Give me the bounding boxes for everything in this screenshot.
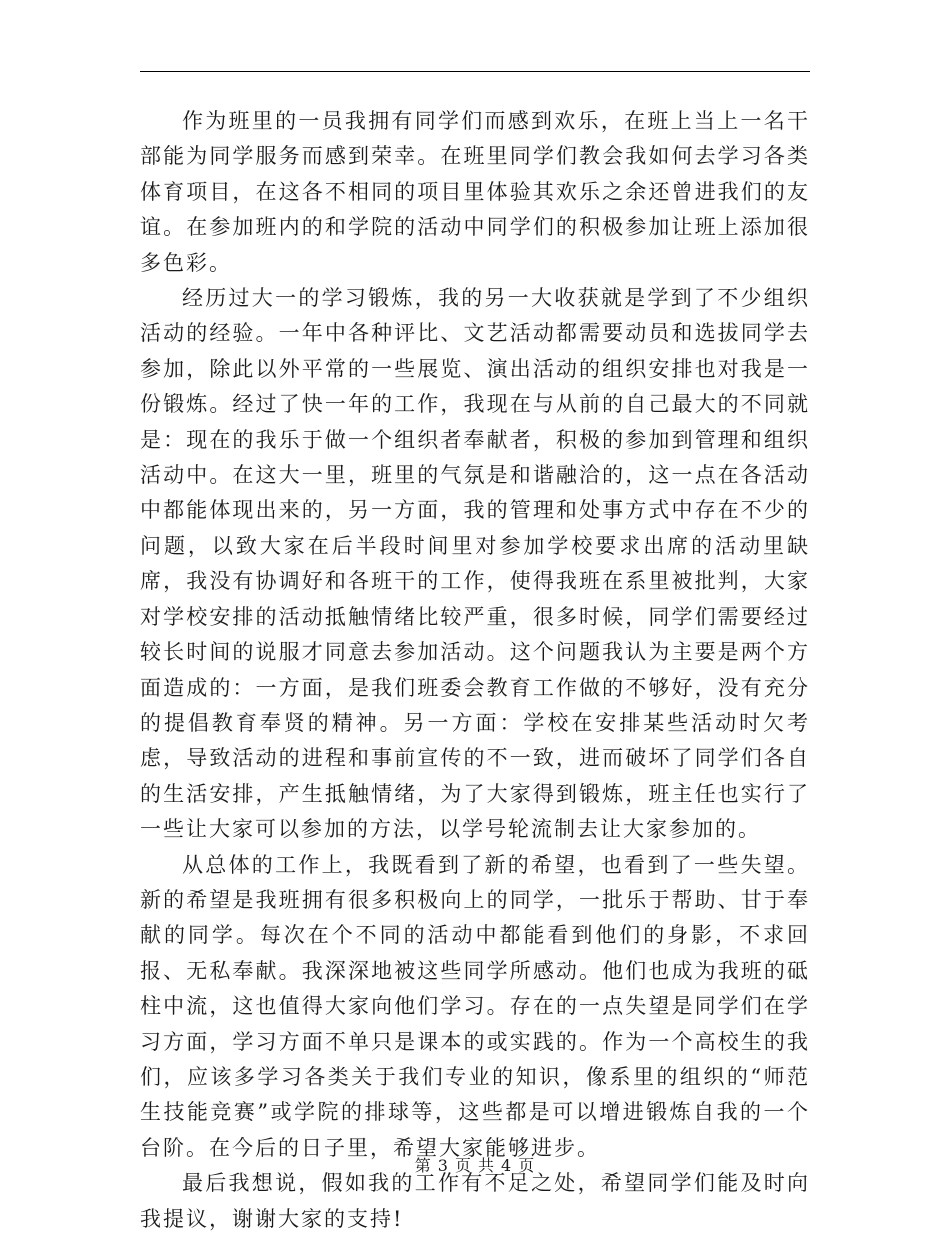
footer-middle: 页 共 — [454, 1156, 496, 1175]
document-body — [140, 104, 810, 1237]
footer-suffix: 页 — [518, 1156, 536, 1175]
paragraph-1: 作为班里的一员我拥有同学们而感到欢乐，在班上当上一名干部能为同学服务而感到荣幸。在班里同学们教会我如何去学习各类体育项目，在这各不相同的项目里体验其欢乐之余还曾进我们的友谊。在参加班内的和学院的活动中同学们的积极参加让班上添加很多色彩。 — [140, 109, 810, 275]
current-page-number: 3 — [437, 1156, 449, 1175]
header-rule — [140, 71, 810, 72]
page-footer — [0, 1156, 950, 1176]
paragraph-2: 经历过大一的学习锻炼，我的另一大收获就是学到了不少组织活动的经验。一年中各种评比、文艺活动都需要动员和选拔同学去参加，除此以外平常的一些展览、演出活动的组织安排也对我是一份锻炼。经过了快一年的工作，我现在与从前的自己最大的不同就是：现在的我乐于做一个组织者奉献者，积极的参加到管理和组织活动中。在这大一里，班里的气氛是和谐融洽的，这一点在各活动中都能体现出来的，另一方面，我的管理和处事方式中存在不少的问题，以致大家在后半段时间里对参加学校要求出席的活动里缺席，我没有协调好和各班干的工作，使得我班在系里被批判，大家对学校安排的活动抵触情绪比较严重，很多时候，同学们需要经过较长时间的说服才同意去参加活动。这个问题我认为主要是两个方面造成的：一方面，是我们班委会教育工作做的不够好，没有充分的提倡教育奉贤的精神。另一方面：学校在安排某些活动时欠考虑，导致活动的进程和事前宣传的不一致，进而破坏了同学们各自的生活安排，产生抵触情绪，为了大家得到锻炼，班主任也实行了一些让大家可以参加的方法，以学号轮流制去让大家参加的。 — [140, 286, 810, 842]
paragraph-3: 从总体的工作上，我既看到了新的希望，也看到了一些失望。新的希望是我班拥有很多积极向上的同学，一批乐于帮助、甘于奉献的同学。每次在个不同的活动中都能看到他们的身影，不求回报、无私奉献。我深深地被这些同学所感动。他们也成为我班的砥柱中流，这也值得大家向他们学习。存在的一点失望是同学们在学习方面，学习方面不单只是课本的或实践的。作为一个高校生的我们，应该多学习各类关于我们专业的知识，像系里的组织的“师范生技能竞赛”或学院的排球等，这些都是可以增进锻炼自我的一个台阶。在今后的日子里，希望大家能够进步。 — [140, 852, 810, 1160]
footer-prefix: 第 — [414, 1156, 432, 1175]
total-pages-number: 4 — [501, 1156, 513, 1175]
paragraph-4: 最后我想说，假如我的工作有不足之处，希望同学们能及时向我提议，谢谢大家的支持! — [140, 1171, 810, 1231]
